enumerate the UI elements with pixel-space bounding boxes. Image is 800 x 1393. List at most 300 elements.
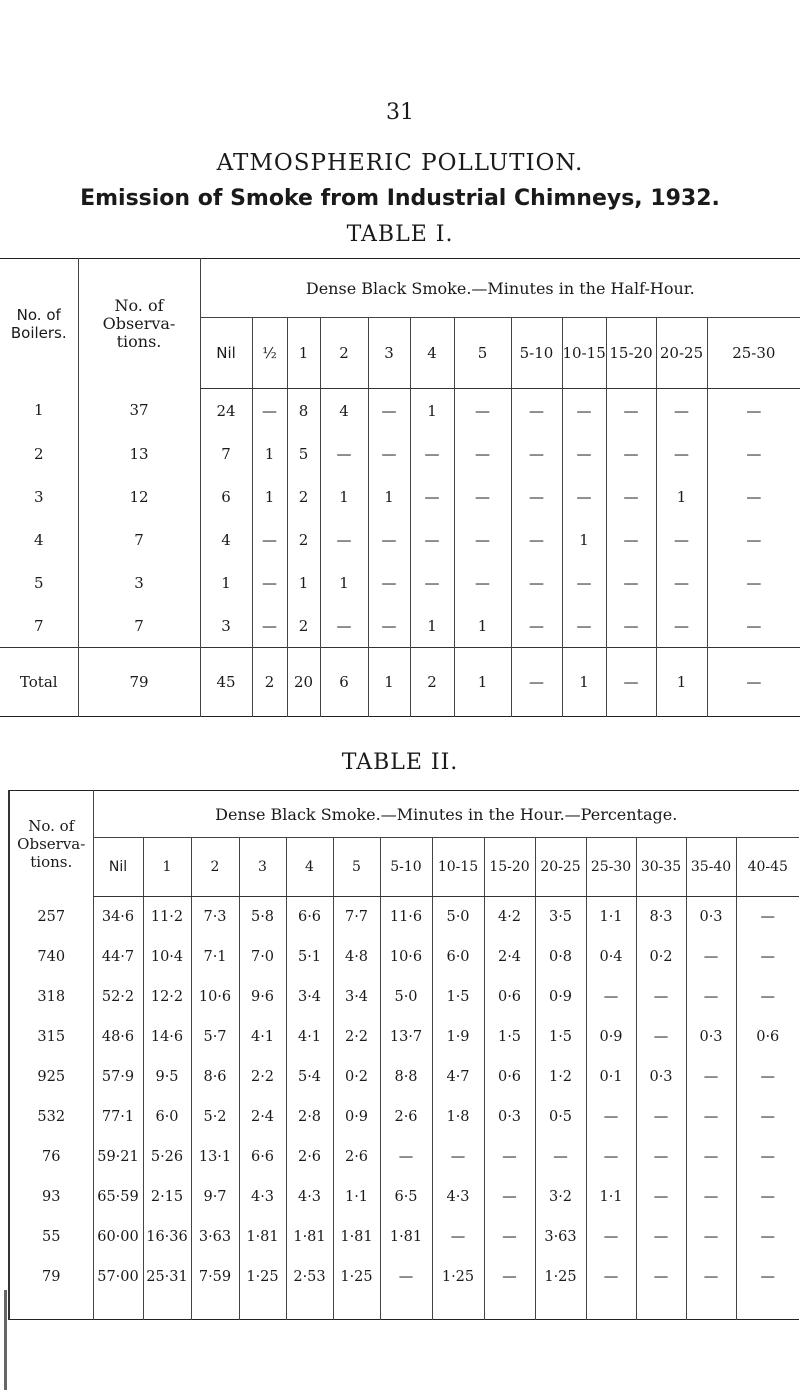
margin-rule [4, 1290, 7, 1390]
table-cell: 4 [200, 518, 252, 561]
col-header-minutes: 40-45 [736, 838, 799, 897]
table-cell: 2·8 [286, 1097, 333, 1137]
table-cell: — [511, 475, 562, 518]
table-cell: — [636, 1257, 686, 1320]
table-cell: 2 [287, 475, 320, 518]
table-cell: 1·8 [432, 1097, 484, 1137]
table-cell: — [686, 1097, 736, 1137]
table-cell: 257 [9, 897, 93, 938]
table-cell: — [562, 432, 606, 475]
table-cell: — [562, 604, 606, 648]
table-cell: — [736, 1057, 799, 1097]
table-cell: — [432, 1137, 484, 1177]
table-row [9, 1137, 799, 1177]
col-header-minutes: 3 [368, 318, 410, 389]
table-cell: 8·8 [380, 1057, 432, 1097]
table-cell: — [736, 977, 799, 1017]
table-cell: 5·0 [432, 897, 484, 938]
table-cell: 34·6 [93, 897, 143, 938]
table-cell: 5·7 [191, 1017, 239, 1057]
table-row [9, 1057, 799, 1097]
table-cell: 2·15 [143, 1177, 191, 1217]
table-cell: — [686, 1217, 736, 1257]
table-cell: 7·7 [333, 897, 380, 938]
table-cell: 2 [33, 444, 44, 463]
table-cell: 1·9 [432, 1017, 484, 1057]
table-cell: 0·5 [535, 1097, 586, 1137]
table-cell: — [606, 432, 656, 475]
table-cell: 1 [410, 604, 454, 648]
table-cell: 2·2 [239, 1057, 286, 1097]
table-cell: — [586, 977, 636, 1017]
table-cell: 4·3 [286, 1177, 333, 1217]
table-cell: 6 [200, 475, 252, 518]
table-cell: 3 [200, 604, 252, 648]
table-cell: 1 [33, 401, 44, 420]
table-cell: 60·00 [93, 1217, 143, 1257]
table-cell: 0·2 [333, 1057, 380, 1097]
table-cell: — [368, 432, 410, 475]
table-cell: 3·2 [535, 1177, 586, 1217]
table-cell: — [707, 518, 800, 561]
table-cell: 5 [33, 573, 44, 592]
table-cell: — [562, 561, 606, 604]
table-cell: 1·2 [535, 1057, 586, 1097]
table-cell: — [562, 389, 606, 433]
table-cell: 79 [9, 1257, 93, 1320]
table-cell: — [320, 604, 368, 648]
table-cell: 24 [200, 389, 252, 433]
table-cell: 4·3 [432, 1177, 484, 1217]
table-cell: — [707, 475, 800, 518]
table-cell: — [380, 1137, 432, 1177]
table-cell: 0·3 [686, 1017, 736, 1057]
table-cell: 6·0 [143, 1097, 191, 1137]
table-cell: 1·81 [239, 1217, 286, 1257]
col-header-minutes: Nil [200, 318, 252, 389]
table-cell: — [252, 604, 287, 648]
table-cell: 7·0 [239, 937, 286, 977]
table-cell: 0·3 [686, 897, 736, 938]
table-cell: — [484, 1257, 535, 1320]
table-cell: 14·6 [143, 1017, 191, 1057]
table-cell: — [586, 1097, 636, 1137]
table-cell: 7·1 [191, 937, 239, 977]
total-label: Total [0, 648, 78, 717]
table-cell: 1·81 [333, 1217, 380, 1257]
table-cell: — [511, 604, 562, 648]
table-cell: 740 [9, 937, 93, 977]
table1-caption: TABLE I. [346, 222, 454, 247]
table2-caption: TABLE II. [341, 750, 459, 775]
table-cell: 0·6 [484, 977, 535, 1017]
table-cell: 6·0 [432, 937, 484, 977]
col-header-minutes: 35-40 [686, 838, 736, 897]
table-cell: 44·7 [93, 937, 143, 977]
table-row [9, 937, 799, 977]
table-cell: 0·6 [736, 1017, 799, 1057]
table-cell: 9·6 [239, 977, 286, 1017]
table-cell: 3·4 [286, 977, 333, 1017]
table-cell: 5·1 [286, 937, 333, 977]
table-cell: — [636, 977, 686, 1017]
col-header-minutes: 25-30 [707, 318, 800, 389]
table-cell: 1 [562, 518, 606, 561]
table-cell: — [586, 1257, 636, 1320]
table-cell: 1 [410, 389, 454, 433]
table-cell: 5 [287, 432, 320, 475]
table-cell: 10·6 [191, 977, 239, 1017]
table-cell: 3 [33, 487, 44, 506]
table-cell: 25·31 [143, 1257, 191, 1320]
table-cell: 4 [320, 389, 368, 433]
table-cell: 3·63 [535, 1217, 586, 1257]
table-cell: 11·6 [380, 897, 432, 938]
subheader-row [9, 838, 799, 897]
total-cell: 79 [78, 648, 200, 717]
page-subtitle: Emission of Smoke from Industrial Chimneys, 1932. [80, 186, 720, 211]
table-cell: 12 [78, 475, 200, 518]
table-cell: — [736, 1137, 799, 1177]
table-cell: 1·25 [239, 1257, 286, 1320]
group-header: Dense Black Smoke.—Minutes in the Hour.—Percentage. [93, 791, 799, 838]
table-cell: 2·6 [380, 1097, 432, 1137]
group-header: Dense Black Smoke.—Minutes in the Half-Hour. [200, 259, 800, 318]
table-cell: — [368, 389, 410, 433]
table-cell: — [454, 475, 511, 518]
total-cell: 1 [656, 648, 707, 717]
table-cell: — [535, 1137, 586, 1177]
total-cell: 1 [454, 648, 511, 717]
table-cell: 1·1 [586, 897, 636, 938]
table-cell: 925 [9, 1057, 93, 1097]
page-number: 31 [386, 100, 414, 125]
col-header-minutes: 20-25 [656, 318, 707, 389]
table-cell: — [707, 432, 800, 475]
table-cell: — [511, 518, 562, 561]
table-cell: 1 [287, 561, 320, 604]
table-cell: 1·5 [432, 977, 484, 1017]
table-cell: 315 [9, 1017, 93, 1057]
table-cell: — [368, 604, 410, 648]
table-cell: 4·7 [432, 1057, 484, 1097]
table-cell: 6·6 [239, 1137, 286, 1177]
table-cell: — [606, 604, 656, 648]
table-cell: 5·0 [380, 977, 432, 1017]
table-cell: 13·1 [191, 1137, 239, 1177]
table-cell: 76 [9, 1137, 93, 1177]
table-cell: — [454, 561, 511, 604]
table-cell: — [656, 561, 707, 604]
col-header-minutes: 15-20 [606, 318, 656, 389]
col-header-minutes: 20-25 [535, 838, 586, 897]
col-header-minutes: 5-10 [380, 838, 432, 897]
table-cell: 1·25 [432, 1257, 484, 1320]
table-cell: 0·6 [484, 1057, 535, 1097]
table-cell: — [511, 561, 562, 604]
header-row [9, 791, 799, 838]
table-row [0, 475, 800, 518]
table-cell: — [484, 1137, 535, 1177]
table-cell: 2·4 [484, 937, 535, 977]
table-cell: 57·9 [93, 1057, 143, 1097]
table-cell: 5·8 [239, 897, 286, 938]
table-cell: 11·2 [143, 897, 191, 938]
table-cell: 1 [252, 432, 287, 475]
col-header-minutes: 5 [454, 318, 511, 389]
col-header-minutes: 3 [239, 838, 286, 897]
table-cell: 59·21 [93, 1137, 143, 1177]
table-row [0, 518, 800, 561]
col-header-minutes: 2 [320, 318, 368, 389]
table-cell: — [636, 1217, 686, 1257]
total-cell: 45 [200, 648, 252, 717]
table-cell: 5·4 [286, 1057, 333, 1097]
table-cell: — [454, 518, 511, 561]
col-header-minutes: 5-10 [511, 318, 562, 389]
table-cell: — [606, 518, 656, 561]
table-cell: — [686, 1057, 736, 1097]
table-cell: 13·7 [380, 1017, 432, 1057]
table-cell: — [368, 518, 410, 561]
table-cell: 13 [78, 432, 200, 475]
table-row [0, 389, 800, 433]
table-cell: 0·2 [636, 937, 686, 977]
col-header-observations: No. of Observa- tions. [9, 791, 93, 897]
table-cell: 2·6 [333, 1137, 380, 1177]
col-header-minutes: 10-15 [432, 838, 484, 897]
table-cell: 1 [656, 475, 707, 518]
col-header-minutes: 30-35 [636, 838, 686, 897]
table-cell: 57·00 [93, 1257, 143, 1320]
table-cell: — [252, 518, 287, 561]
table-cell: 3 [78, 561, 200, 604]
table-cell: 0·9 [586, 1017, 636, 1057]
col-header-minutes: 15-20 [484, 838, 535, 897]
table-cell: — [686, 1257, 736, 1320]
total-cell: 2 [410, 648, 454, 717]
table-cell: — [736, 1257, 799, 1320]
table-cell: — [320, 518, 368, 561]
table-cell: — [410, 518, 454, 561]
col-header-minutes: 10-15 [562, 318, 606, 389]
total-cell: 2 [252, 648, 287, 717]
table-cell: — [320, 432, 368, 475]
table-cell: 8·3 [636, 897, 686, 938]
table-row [9, 1097, 799, 1137]
table-cell: 1·81 [380, 1217, 432, 1257]
table-cell: 1 [454, 604, 511, 648]
table-cell: 37 [78, 389, 200, 433]
table-cell: 10·4 [143, 937, 191, 977]
table-cell: 55 [9, 1217, 93, 1257]
table-cell: — [252, 389, 287, 433]
table-cell: 4·1 [239, 1017, 286, 1057]
col-header-minutes: 5 [333, 838, 380, 897]
table-cell: 10·6 [380, 937, 432, 977]
table-cell: 4·8 [333, 937, 380, 977]
table-cell: — [686, 1177, 736, 1217]
table-cell: 1 [320, 475, 368, 518]
table-cell: — [252, 561, 287, 604]
col-header-boilers: No. of Boilers. [10, 305, 67, 342]
table-cell: 1·25 [333, 1257, 380, 1320]
table-cell: 16·36 [143, 1217, 191, 1257]
col-header-minutes: 1 [143, 838, 191, 897]
table-cell: — [410, 561, 454, 604]
table-cell: 7·3 [191, 897, 239, 938]
table-row [9, 1257, 799, 1320]
table-cell: 9·5 [143, 1057, 191, 1097]
table-cell: 6·5 [380, 1177, 432, 1217]
table-cell: — [636, 1177, 686, 1217]
table-cell: 1·5 [484, 1017, 535, 1057]
table-row [9, 977, 799, 1017]
table-cell: 7 [33, 616, 44, 635]
table-cell: 1·1 [333, 1177, 380, 1217]
table-cell: 2·53 [286, 1257, 333, 1320]
table-cell: — [511, 432, 562, 475]
table-cell: — [636, 1137, 686, 1177]
table-row [9, 1177, 799, 1217]
table-cell: — [484, 1177, 535, 1217]
table-cell: 8 [287, 389, 320, 433]
table-cell: — [656, 389, 707, 433]
table-cell: — [606, 389, 656, 433]
table-cell: 1 [320, 561, 368, 604]
table-cell: — [454, 432, 511, 475]
total-cell: — [511, 648, 562, 717]
table-cell: 0·8 [535, 937, 586, 977]
table-cell: 7 [200, 432, 252, 475]
col-header-minutes: Nil [93, 838, 143, 897]
table-cell: — [410, 475, 454, 518]
table-cell: 65·59 [93, 1177, 143, 1217]
table-cell: 5·2 [191, 1097, 239, 1137]
table-cell: — [686, 977, 736, 1017]
table-cell: — [636, 1097, 686, 1137]
table-cell: — [656, 518, 707, 561]
table-cell: 318 [9, 977, 93, 1017]
table-cell: 4 [33, 530, 44, 549]
table-cell: 4·3 [239, 1177, 286, 1217]
col-header-minutes: 4 [286, 838, 333, 897]
total-row [0, 648, 800, 717]
table-cell: — [736, 1217, 799, 1257]
table-cell: — [686, 1137, 736, 1177]
table-cell: 0·9 [535, 977, 586, 1017]
table-cell: 2 [287, 604, 320, 648]
table-cell: — [686, 937, 736, 977]
table-cell: — [511, 389, 562, 433]
table-cell: 5·26 [143, 1137, 191, 1177]
table-cell: — [368, 561, 410, 604]
table-cell: — [380, 1257, 432, 1320]
col-header-minutes: 4 [410, 318, 454, 389]
table-cell: — [736, 1177, 799, 1217]
table-cell: — [736, 897, 799, 938]
table-cell: — [606, 561, 656, 604]
table-cell: — [484, 1217, 535, 1257]
table-cell: 7 [78, 604, 200, 648]
table-cell: 0·3 [636, 1057, 686, 1097]
table-cell: 6·6 [286, 897, 333, 938]
table-row [0, 432, 800, 475]
table-cell: — [432, 1217, 484, 1257]
col-header-minutes: ½ [252, 318, 287, 389]
table-cell: 2·6 [286, 1137, 333, 1177]
total-cell: 1 [562, 648, 606, 717]
table-cell: 93 [9, 1177, 93, 1217]
table-row [9, 1017, 799, 1057]
table-cell: 48·6 [93, 1017, 143, 1057]
table-cell: — [586, 1217, 636, 1257]
table-cell: 1·81 [286, 1217, 333, 1257]
table-cell: 1·5 [535, 1017, 586, 1057]
table-cell: 1 [368, 475, 410, 518]
table-cell: — [454, 389, 511, 433]
table-cell: 1·25 [535, 1257, 586, 1320]
table-cell: — [636, 1017, 686, 1057]
col-header-minutes: 25-30 [586, 838, 636, 897]
table-cell: 3·4 [333, 977, 380, 1017]
table-cell: — [656, 432, 707, 475]
table-cell: 1 [252, 475, 287, 518]
table-cell: 12·2 [143, 977, 191, 1017]
table-cell: — [707, 604, 800, 648]
table-cell: 0·4 [586, 937, 636, 977]
table-cell: 1·1 [586, 1177, 636, 1217]
header-row [0, 259, 800, 318]
table-cell: 0·1 [586, 1057, 636, 1097]
table-cell: — [707, 561, 800, 604]
table-cell: 1 [200, 561, 252, 604]
table-cell: 9·7 [191, 1177, 239, 1217]
col-header-observations: No. of Observa- tions. [78, 259, 200, 389]
col-header-minutes: 2 [191, 838, 239, 897]
col-header-minutes: 1 [287, 318, 320, 389]
total-cell: — [606, 648, 656, 717]
table-row [9, 897, 799, 938]
total-cell: 1 [368, 648, 410, 717]
table-cell: — [736, 1097, 799, 1137]
table-cell: 2 [287, 518, 320, 561]
table-cell: 8·6 [191, 1057, 239, 1097]
table-row [0, 604, 800, 648]
table-cell: — [586, 1137, 636, 1177]
table-cell: 0·9 [333, 1097, 380, 1137]
table-cell: — [410, 432, 454, 475]
table-cell: 2·4 [239, 1097, 286, 1137]
table-row [9, 1217, 799, 1257]
table-cell: 3·5 [535, 897, 586, 938]
table-cell: — [736, 937, 799, 977]
table-row [0, 561, 800, 604]
table-cell: 0·3 [484, 1097, 535, 1137]
total-cell: — [707, 648, 800, 717]
table-cell: 532 [9, 1097, 93, 1137]
table-cell: 4·2 [484, 897, 535, 938]
total-cell: 20 [287, 648, 320, 717]
table-cell: 7 [78, 518, 200, 561]
table-cell: 52·2 [93, 977, 143, 1017]
table-cell: 77·1 [93, 1097, 143, 1137]
table-cell: 4·1 [286, 1017, 333, 1057]
table-1 [0, 258, 800, 717]
table-cell: 7·59 [191, 1257, 239, 1320]
table-cell: 2·2 [333, 1017, 380, 1057]
table-cell: 3·63 [191, 1217, 239, 1257]
